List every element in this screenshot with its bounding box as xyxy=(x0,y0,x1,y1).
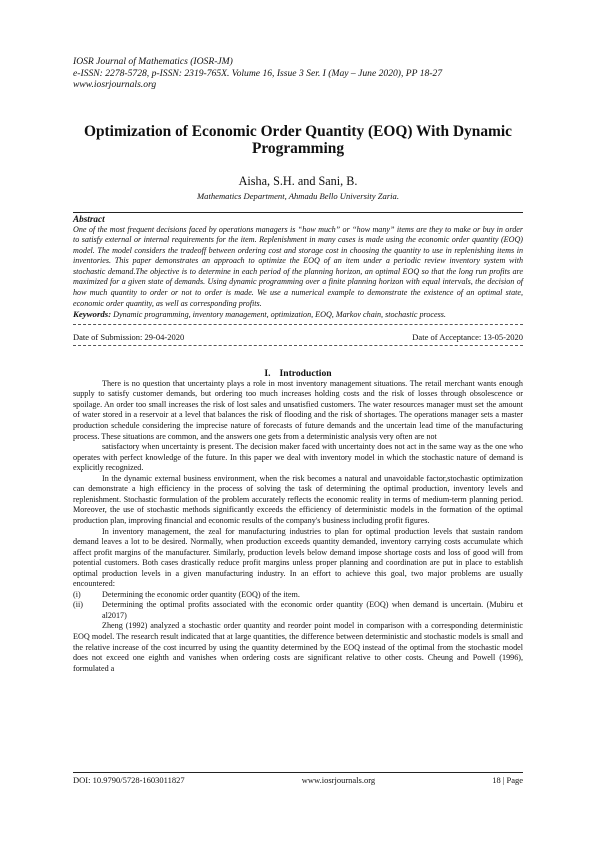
footer-url[interactable]: www.iosrjournals.org xyxy=(301,775,376,785)
journal-issn: e-ISSN: 2278-5728, p-ISSN: 2319-765X. Volume 16, Issue 3 Ser. I (May – June 2020), PP 18-27 xyxy=(73,67,443,79)
page-label: Page xyxy=(506,775,523,785)
author-affiliation: Mathematics Department, Ahmadu Bello University Zaria. xyxy=(196,190,399,201)
page-number-value: 18 xyxy=(492,775,501,785)
page-number xyxy=(492,775,523,785)
abstract-heading: Abstract xyxy=(73,212,523,225)
list-item xyxy=(73,590,523,601)
acceptance-date: Date of Acceptance: 13-05-2020 xyxy=(412,331,523,342)
paragraph: Zheng (1992) analyzed a stochastic order quantity and reorder point model in comparison with a corresponding deterministic EOQ model. The research result indicated that at large quantities, the difference between deterministic and stochastic models is small and the relative increase of the cost incurred by using the quantity determined by the EOQ instead of the optimal from the stochastic model does not exceed one eighth and vanishes when ordering costs are significant relative to other costs. Cheung and Powell (1996), formulated a xyxy=(73,621,523,673)
submission-date: Date of Submission: 29-04-2020 xyxy=(73,331,185,342)
list-text: Determining the optimal profits associated with the economic order quantity (EOQ) when demand is uncertain. (Mubiru et al2017) xyxy=(102,600,523,620)
paragraph: In the dynamic external business environment, when the risk becomes a natural and unavoidable factor,stochastic optimization can demonstrate a high efficiency in the process of solving the task of determining the optimal production, inventory levels and replenishment. Stochastic formulation of the problem accurately reflects the economic reality in terms of medium-term planning period. Moreover, the use of stochastic methods significantly exceeds the efficiency of deterministic models in the formation of the optimal production plan, improving financial and economic results of the company's business including profit figures. xyxy=(73,473,523,525)
dashed-divider xyxy=(73,324,523,325)
body-text xyxy=(73,379,523,674)
paper-title: Optimization of Economic Order Quantity (EOQ) With Dynamic Programming xyxy=(84,122,512,157)
submission-dates xyxy=(73,332,523,342)
section-heading xyxy=(73,368,523,379)
list-item xyxy=(73,600,523,621)
page-footer xyxy=(73,772,523,785)
list-number: (i) xyxy=(73,589,81,599)
footer-doi: DOI: 10.9790/5728-1603011827 xyxy=(73,775,185,785)
paragraph: There is no question that uncertainty plays a role in most inventory management situations. The retail merchant wants enough supply to satisfy customer demands, but ordering too much increases holding costs and the risk of losses through obsolescence or spoilage. An order too small increases the risk of lost sales and unsatisfied customers. The water resources manager must set the amount of water stored in a reservoir at a level that balances the risk of flooding and the risk of shortages. The operations manager sets a master production schedule considering the imprecise nature of forecasts of future demands and the uncertain lead time of the manufacturing process. These situations are common, and the answers one gets from a deterministic analysis very often are not xyxy=(73,378,523,441)
paper-page xyxy=(73,56,523,674)
keywords-label: Keywords: xyxy=(73,309,112,320)
section-number: I. xyxy=(264,367,271,379)
journal-url[interactable]: www.iosrjournals.org xyxy=(73,79,157,90)
page-separator: | xyxy=(502,775,505,785)
journal-name: IOSR Journal of Mathematics (IOSR-JM) xyxy=(73,56,233,67)
section-title: Introduction xyxy=(279,367,332,379)
dashed-divider xyxy=(73,345,523,346)
keywords-text: Dynamic programming, inventory management, optimization, EOQ, Markov chain, stochastic process. xyxy=(113,310,446,320)
list-text: Determining the economic order quantity (EOQ) of the item. xyxy=(102,589,300,599)
keywords xyxy=(73,309,523,321)
abstract-text: One of the most frequent decisions faced by operations managers is “how much” or “how many” items are they to make or buy in order to satisfy external or internal requirements for the item. Replenishment in many cases is made using the economic order quantity (EOQ) model. The model considers the tradeoff between ordering cost and storage cost in choosing the quantity to use in replenishing items in inventories. This paper demonstrates an approach to optimize the EOQ of an item under a periodic review inventory system with stochastic demand.The objective is to determine in each period of the planning horizon, an optimal EOQ so that the long run profits are maximized for a given state of demands. Using dynamic programming over a finite planning horizon with equal intervals, the decision of how much quantity to order or not to order is made. We use a numerical example to demonstrate the existence of an optimal state, economic order quantity, as well as corresponding profits. xyxy=(73,224,523,308)
journal-header xyxy=(73,56,523,91)
paper-authors: Aisha, S.H. and Sani, B. xyxy=(238,173,358,188)
paragraph: In inventory management, the zeal for manufacturing industries to plan for optimal production levels that sustain random demand leaves a lot to be desired. Normally, when production exceeds quantity demanded, inventory carrying costs accumulate which affect profit margins of the manufacturer. Similarly, production levels below demand impose shortage costs and loss of good will from potential customers. Both cases drastically reduce profit margins unless proper planning and coordination are put in place to establish optimal production levels in a given manufacturing industry. In an effort to achieve this goal, two major problems are usually encountered: xyxy=(73,526,523,589)
list-number: (ii) xyxy=(73,600,83,610)
paragraph: satisfactory when uncertainty is present. The decision maker faced with uncertainty does not act in the same way as the one who operates with perfect knowledge of the future. In this paper we deal with inventory model in which the stochastic nature of demand is explicitly recognized. xyxy=(73,442,523,473)
